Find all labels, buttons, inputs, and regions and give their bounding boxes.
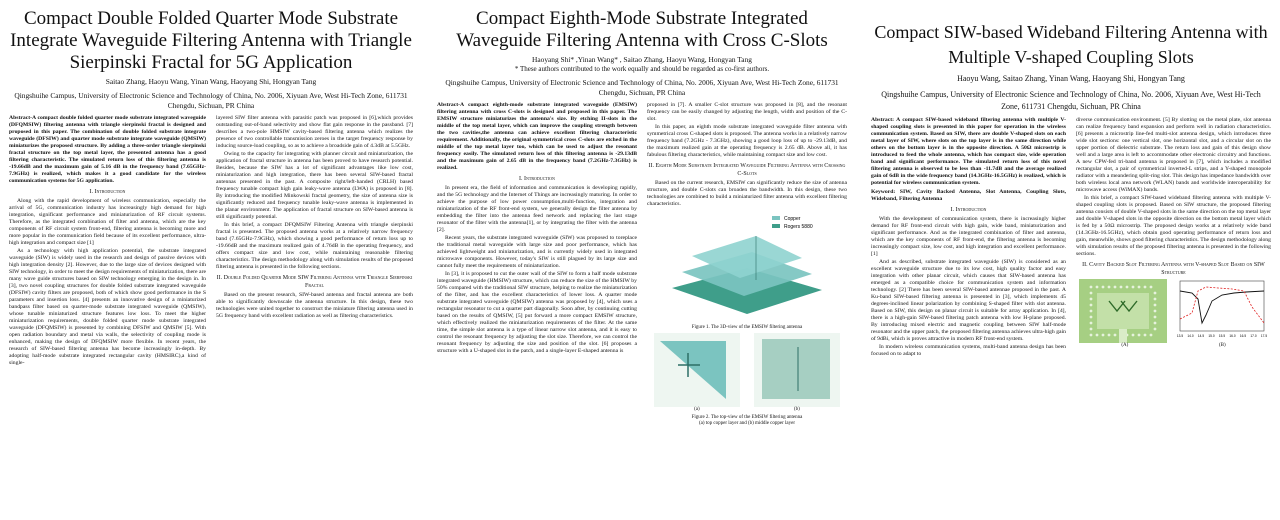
legend-substrate-label: Rogers 5880	[784, 224, 813, 230]
via-hole	[1153, 316, 1156, 319]
via-hole	[1089, 322, 1092, 325]
paper-2	[428, 0, 856, 520]
plot-tick-label: 13.5	[1177, 334, 1184, 338]
via-hole	[1089, 298, 1092, 301]
paper-3-paragraph: With the development of communication system, there is increasingly higher demand for RF front-end circuit with high gain, wide band, miniaturization and significant performance. And as the integrated combination of filter and antenna, which are the key components of RF front-end, the filtering antenna is becoming increasingly compact size, low cost, and high integration and excellent performance. [1]	[871, 216, 1066, 257]
via-hole	[1089, 328, 1092, 331]
paper-3-figure-a-antenna	[1079, 279, 1167, 343]
via-hole	[1101, 334, 1104, 337]
paper-2-paragraph: In [3], it is proposed to cut the outer wall of the SIW to form a half mode substrate integrated waveguide (HMSIW) structure, which can reduce the size of the HMSIW by 50% compared with the traditional SIW structure, helping to realize the miniaturization of the filter, and has the excellent characteristics of lower loss. A quarter mode substrate integrated waveguide (QMSIW) antenna was proposed by [4], which uses a rectangular resonator to cut a quarter part diagonally. Soon after, by continuing cutting based on the results of QMSIW, [5] put forward a more compact EMSIW structure, which effectively realized the miniaturization requirements of the filter. At the same time, the simple slot antenna is a type of linear narrow slot antenna, and it is easy to control the resonant frequency by adjusting the slot size. Therefore, we can control the resonant frequency by adjusting the size and position of the slot. [6] proposes a structure with a U-shaped slot in the patch, and a single-layer E-shaped antenna is	[437, 271, 637, 354]
via-hole	[1131, 286, 1134, 289]
via-hole	[1143, 334, 1146, 337]
paper-3-section-1-heading: I. Introduction	[950, 207, 987, 213]
via-hole	[1089, 286, 1092, 289]
figure-2b-copper-shape	[762, 339, 830, 399]
paper-1-title: Compact Double Folded Quarter Mode Substrate Integrate Waveguide Filtering Antenna with Triangle Sierpinski Fractal for 5G Application	[10, 8, 412, 73]
via-hole	[1089, 334, 1092, 337]
paper-3-figure-a-label: (A)	[1121, 343, 1129, 348]
paper-1-abstract: Abstract-A compact double folded quarter mode substrate integrated waveguide (DFQMSIW) filtering antenna with triangle sierpinski fractal is designed and proposed in this paper. The combination of double folded substrate integrate waveguide (DFSIW) and quarter mode substrate integrate waveguide (QMSIW) miniaturizes the proposed structure. By adding a three-order triangle sierpinski fractal structure on the top metal layer, the presented antenna has a good filtering characteristic. The simulated return loss of this filtering antenna is -19.66dB and the maximum gain of 5.16 dB in the frequency band (7.65GHz-7.9GHz) is realized, which makes it a good candidate for the wireless communication systems for 5G application.	[9, 115, 206, 184]
via-hole	[1125, 286, 1128, 289]
paper-2-section-1-heading: I. Introduction	[519, 176, 555, 182]
figure-2a-label: (a)	[694, 407, 700, 412]
paper-2-affiliation: Qingshuihe Campus, University of Electronic Science and Technology of China, No. 2006, Xiyuan Ave, West Hi-Tech Zone, 611731 Chengdu, Sichuan, PR China	[445, 78, 839, 97]
paper-3-section-2-heading: II. Cavity Backed Slot Filtering Antenna with V-shaped Slot Based on SIW Structure	[1082, 262, 1265, 276]
paper-3-figure-panels	[1076, 279, 1271, 343]
paper-3-columns	[862, 117, 1280, 359]
legend-copper-label: Copper	[784, 216, 801, 222]
plot-tick-label: 14.0	[1187, 334, 1194, 338]
paper-1-paragraph: Along with the rapid development of wireless communication, especially the arrival of 5G, communication industry has increasingly high demand for high integration, significant performance and miniaturization of RF circuit systems. Therefore, as the integrated combination of filter and antenna, which are the key components of RF circuit system front-end, filtering antenna is becoming more and more popular in the communication field because of its excellent performance, ultra-high integration and compact size [1]	[9, 198, 206, 246]
paper-3-paragraph: In this brief, a compact SIW-based wideband filtering antenna with multiple V-shaped coupling slots is proposed. Based on SIW structure, the proposed filtering antenna consists of double V-shaped slots in the same direction on the top metal layer and double V-shaped slots in the opposite direction on the bottom metal layer which is fed by a 50Ω microstrip. The proposed design works at a relatively wide band (14.3GHz-16.5GHz), which obtain good operating performance of return loss and gain, meanwhile, shows good filtering characteristics. The design methodology along with simulation results of the proposed filtering antenna is presented in the following sections.	[1076, 195, 1271, 257]
plot-tick-label: 16.5	[1240, 334, 1247, 338]
paper-3-cavity	[1097, 293, 1149, 329]
via-hole	[1095, 334, 1098, 337]
paper-1-section-1-heading: I. Introduction	[89, 189, 126, 195]
legend-substrate-swatch	[772, 224, 780, 228]
paper-2-left-column	[437, 102, 637, 429]
figure-2a-top-layer	[654, 333, 740, 407]
paper-1-authors: Saitao Zhang, Haoyu Wang, Yinan Wang, Haoyang Shi, Hongyan Tang	[105, 77, 317, 86]
via-hole	[1119, 286, 1122, 289]
figure-2-labels	[647, 407, 847, 413]
paper-1-paragraph: Owing to the capacity for integrating with planner circuit and miniaturization, the application of fractal structure in antenna has been proved to have research potential. Besides, because the SIW has a lot of significant advantages like low cost, miniaturization and high integration, there has been several SIW-based fractal antennas presented in the past. A composite right/left-handed (CRLH) based frequency tunable compact high gain leaky-wave antenna (LWA) is proposed in [8]. By introducing the modified Minkowski fractal geometry, the size of antenna size is significantly reduced and frequency tunable leaky-wave antenna is implemented in the planar environment. The application of fractal structure on SIW-based antenna is still significantly potential.	[216, 151, 413, 220]
paper-1-left-column	[9, 115, 206, 368]
plot-tick-label: 15.5	[1219, 334, 1226, 338]
paper-1-section-2-heading: II. Double Folded Quarter Mode SIW Filtering Antenna with Triangle Sierpinski Fractal	[216, 275, 413, 289]
via-hole	[1153, 304, 1156, 307]
paper-3-paragraph: In modern wireless communication systems, multi-band antenna design has been focused on to adapt to	[871, 344, 1066, 357]
paper-2-paragraph: proposed in [7]. A smaller C-slot structure was proposed in [8], and the resonant frequency can be easily changed by adjusting the length, width and position of the C-slot.	[647, 102, 847, 122]
paper-1-right-column	[216, 115, 413, 368]
via-hole	[1153, 298, 1156, 301]
via-hole	[1137, 286, 1140, 289]
via-hole	[1113, 286, 1116, 289]
via-hole	[1101, 286, 1104, 289]
via-hole	[1107, 334, 1110, 337]
paper-3-left-column	[871, 117, 1066, 359]
plot-tick-label: 14.5	[1198, 334, 1205, 338]
plot-tick-label: 17.0	[1250, 334, 1257, 338]
paper-2-section-2-heading: II. Eighth Mode Substrate Integrated Waveguide Filtering Antenna with Crossing C-Slots	[648, 163, 846, 177]
paper-2-title: Compact Eighth-Mode Substrate Integrated Waveguide Filtering Antenna with Cross C-Slots	[456, 8, 828, 51]
legend-copper-swatch	[772, 216, 780, 220]
via-hole	[1143, 286, 1146, 289]
paper-1-paragraph: In this brief, a compact DFQMSIW Filtering Antenna with triangle sierpinski fractal is presented. The proposed antenna works at a relatively narrow frequency band (7.65GHz-7.9GHz), which showing a good performance of return loss up to -19.66dB and the maximum realized gain of 4.76dB in the operating frequency, and offers compact size and low cost, while maintaining reasonable filtering characteristics. The design methodology along with simulation results of the proposed filtering antenna is presented in the following sections.	[216, 222, 413, 270]
via-hole	[1089, 316, 1092, 319]
paper-3-affiliation: Qingshuihe Campus, University of Electronic Science and Technology of China, No. 2006, Xiyuan Ave, West Hi-Tech Zone, 611731 Chengdu, Sichuan, PR China	[881, 90, 1261, 111]
paper-3-right-column	[1076, 117, 1271, 359]
figure-2b-label: (b)	[794, 407, 800, 412]
paper-3-microstrip-feed	[1119, 329, 1127, 343]
paper-3-figure-b-label: (B)	[1218, 343, 1226, 348]
via-hole	[1089, 304, 1092, 307]
figure-1-caption: Figure 1. The 3D-view of the EMSIW filtering antenna	[691, 325, 803, 330]
paper-3-figure-b-plot	[1172, 279, 1268, 343]
via-hole	[1149, 334, 1152, 337]
paper-2-authors: Haoyang Shi* ,Yinan Wang* , Saitao Zhang, Haoyu Wang, Hongyan Tang	[532, 55, 752, 64]
paper-3	[862, 0, 1280, 520]
plot-tick-label: 17.5	[1261, 334, 1268, 338]
paper-1-affiliation: Qingshuihe Campus, University of Electronic Science and Technology of China, No. 2006, Xiyuan Ave, West Hi-Tech Zone, 611731 Chengdu, Sichuan, PR China	[14, 91, 408, 110]
plot-tick-label: 15.0	[1208, 334, 1215, 338]
paper-2-paragraph: Recent years, the substrate integrated waveguide (SIW) was proposed to toreplace the traditional metal waveguide with large size and poor performance, which has achieved lightweight and miniaturization, and is currently widely used in integrated microwave components. However, today's SIW is still plagued by its large size and cannot fully meet the requirements of miniaturization.	[437, 235, 637, 269]
via-hole	[1107, 286, 1110, 289]
paper-3-abstract: Abstract: A compact SIW-based wideband filtering antenna with multiple V-shaped coupling slots is presented in this paper for operation in the wireless communication system. Based on SIW, there are double V-shaped slots on each metal layer of SIW, where slots on the top layer is in the same direction while others on the bottom layer is in the opposite direction. A 50Ω microstrip is introduced to feed the whole antenna, which has compact size, wide operation band and significant performance. The simulated return loss of this novel filtering antenna is observed to be less than -11.7dB and the average realized gain of 6dB in the wide frequency band (14.3GHz-16.5GHz) is realized, which is potential for wireless communication system.	[871, 117, 1066, 186]
paper-2-paragraph: Based on the current research, EMSIW can significantly reduce the size of antenna structure, and double C-slots can broaden the bandwidth. In this design, these two technologies are combined to build a miniaturized filter antenna with excellent filtering characteristics.	[647, 180, 847, 207]
via-hole	[1153, 310, 1156, 313]
paper-1-paragraph: layered SIW filter antenna with parasitic patch was proposed in [6],which provides outstanding out-of-band selectivity and show flat gain response in the passband. [7] describes a two-pole HMSIW cavity-based filtering antenna which realizes the presence of two controllable transmission zeroes in the target frequency response by inducing source-load coupling, so as to achieve a broadside gain of 4.3dB at 5.5GHz.	[216, 115, 413, 149]
figure-2b-middle-layer	[754, 333, 840, 407]
figure-2-subcaption: (a) top copper layer and (b) middle copper layer	[698, 421, 796, 426]
paper-1-paragraph: As a technology with high application potential, the substrate integrated waveguide (SIW) is widely used in the research and design of passive devices with high integration density [2]. However, due to the large size of devices designed with SIW technology, in order to meet the design requirements of miniaturization, there are many wave guide structures based on SIW technology emerging in the design in. In [3], two novel coupling structures for double folded substrate integrated waveguide (DFSIW) cavity filters are proposed, both of which show good performance in the S parameters and insertion loss. [4] presents an innovative design of a miniaturized bandpass filter based on quarter-mode substrate integrated waveguide (QMSIW), whose tunable miniaturized structure features low loss. To meet the higher miniaturization requirements, double folded quarter mode substrate integrated waveguide (DFQMSIW) is presented by combining DFSIW and QMSIW [5]. With open radiation boundary and metal via walls, the selectivity of coupling mode is enhanced, making the design of DFQMSIW more flexible. In recent years, the research of SIW-based filtering antenna has become increasingly in-depth. By adopting half-mode substrate integrated rectangular cavity (HMSIRC),a kind of single-	[9, 248, 206, 366]
figure-1-3d-view	[652, 210, 842, 322]
paper-2-abstract: Abstract-A compact eighth-mode substrate integrated waveguide (EMSIW) filtering antenna with cross C-slots is designed and proposed in this paper. The EMSIW structure miniaturizes the antenna's size. By etching II-slots in the middle of the top metal layer, which can improve the coupling strength between the two cavities,the antenna can achieve excellent filtering characteristic requirement. Additionally, the original symmetrical cross C-slots are etched in the middle of the top metal layer too, which can be used to adjust the resonant frequency easily. The simulated return loss of this filtering antenna is -29.13dB and the maximum gain of 2.65 dB in the frequency band (7.2GHz-7.3GHz) is realized.	[437, 102, 637, 171]
via-hole	[1089, 292, 1092, 295]
paper-3-title: Compact SIW-based Wideband Filtering Antenna with Multiple V-shaped Coupling Slots	[874, 22, 1268, 67]
via-hole	[1153, 322, 1156, 325]
paper-3-authors: Haoyu Wang, Saitao Zhang, Yinan Wang, Haoyang Shi, Hongyan Tang	[957, 74, 1185, 83]
paper-2-right-column	[647, 102, 847, 429]
paper-1-paragraph: Based on the present research, SIW-based antenna and fractal antenna are both able to significantly downscale the antenna structure. In this design, these two technologies were united together to construct the miniature filtering antenna used in 5G frequency band with excellent radiation as well as filtering characteristics.	[216, 292, 413, 319]
figure-2-caption: Figure 2. The top-view of the EMSIW filtering antenna	[691, 415, 803, 420]
plot-tick-label: 16.0	[1229, 334, 1236, 338]
paper-3-figure-labels	[1076, 343, 1271, 349]
paper-2-columns	[428, 102, 856, 429]
via-hole	[1095, 286, 1098, 289]
paper-1-columns	[0, 115, 422, 368]
paper-3-paragraph: diverse communication environment. [5] By slotting on the metal plate, slot antenna can realize frequency band expansion and perform well in radiation characteristics. [6] presents a microstrip line-fed multi-slot antenna design, which introduces three wide slot sections: one vertical slot, one horizontal slot, and a circular slot on the upper portion of dielectric substrate. The return loss and gain of this design show well and a large area is left to accommodate other electronic circuitry and functions. A new CPW-fed tri-band antenna is proposed in [7], which includes a modified rectangular slot, a pair of symmetrical inverted-L strips, and a Y-shaped monopole radiator with a meandering split-ring slot. This design has impedance bandwidth over both wireless local area network (WLAN) bands and worldwide interoperability for microwave access (WiMAX) bands.	[1076, 117, 1271, 193]
paper-3-plot-ticks	[1177, 334, 1267, 338]
figure-2-panels	[647, 333, 847, 407]
paper-2-author-note: * These authors contributed to the work equally and should be regarded as co-first authors.	[514, 65, 770, 73]
paper-2-paragraph: In present era, the field of information and communication is developing rapidly, and the 5G technology and the Internet of Things are increasingly maturing. In order to achieve the purpose of low power consumption,multi-function, integration and miniaturization of the RF front-end system, we generally design the filter antenna by embedding the filter into the antenna feed network and replacing the last stage resonator of the filter with the antenna[1], or by integrating the filter with the antenna [2].	[437, 185, 637, 233]
paper-1	[0, 0, 422, 520]
paper-3-paragraph: And as described, substrate integrated waveguide (SIW) is considered as an excellent waveguide structure due to its low cost, high quality factor and easy integration with other planar circuit, which causes that SIW-based antenna has emerged as a compatible choice for communication system and information technology. [2] There has been several SIW-based antennae proposed in the past. A Ku-band SIW-based filtering antenna is presented in [3], which implements 45 degrees-inclined linear polarization by combining S-shaped filter with slot antenna. Based on SIW, this design on planar circuit is suitable for array application. In [4], there is a high-gain SIW-based filtering patch antenna with low H-plane proposed. By introducing mixed electric and magnetic coupling between SIW half-mode resonator and the upper patch, the proposed filtering antenna achieves ultra-high gain of 9dBi, which is proves attractive in modern RF front-end system.	[871, 259, 1066, 342]
via-hole	[1153, 292, 1156, 295]
paper-2-paragraph: In this paper, an eighth mode substrate integrated waveguide filter antenna with symmetrical cross C-shaped slots is proposed. The antenna works in a relatively narrow frequency band (7.2GHz - 7.3GHz), showing a good loop loss of up to -29.13dB, and the maximum realized gain at the operating frequency is 2.65 dB. Above all, it has fabulous filtering characteristics, while maintaining compact size and low cost.	[647, 124, 847, 158]
via-hole	[1131, 334, 1134, 337]
via-hole	[1113, 334, 1116, 337]
via-hole	[1137, 334, 1140, 337]
via-hole	[1149, 286, 1152, 289]
paper-3-keywords: Keyword: SIW, Cavity Backed Antenna, Slot Antenna, Coupling Slots, Wideband, Filtering Antenna	[871, 189, 1066, 202]
via-hole	[1089, 310, 1092, 313]
via-hole	[1153, 328, 1156, 331]
